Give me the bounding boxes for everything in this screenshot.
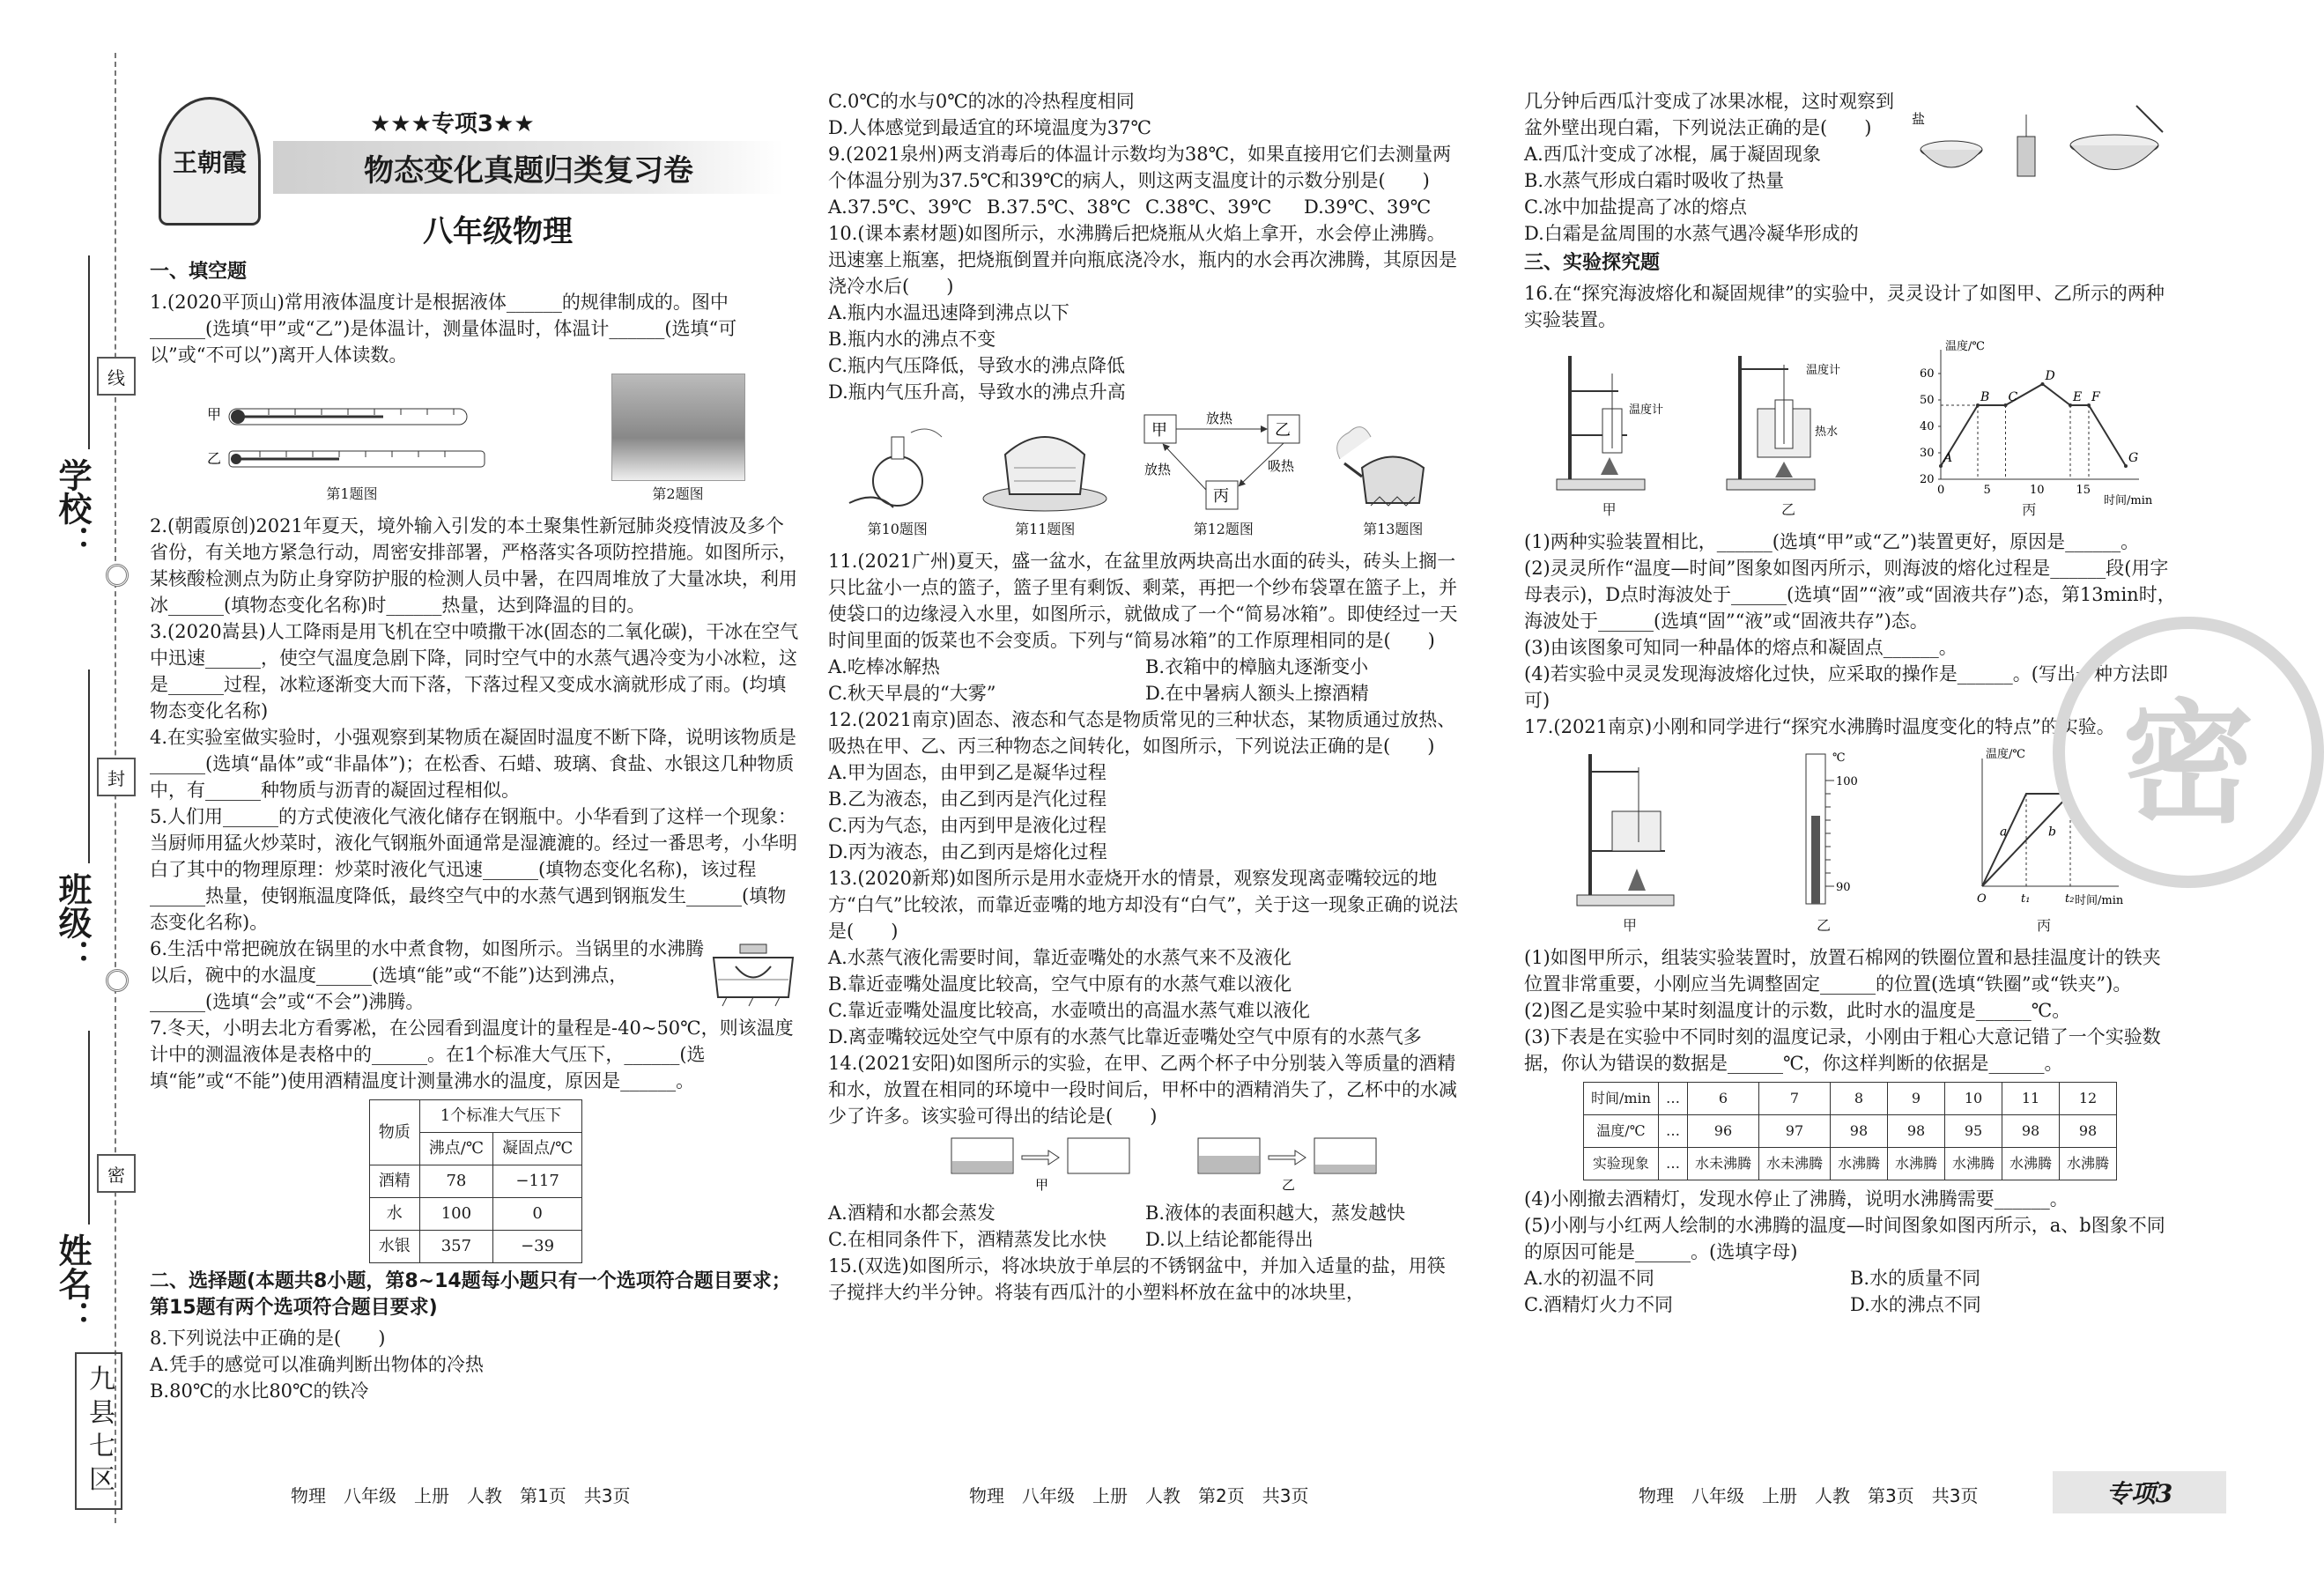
x-tick-label: O bbox=[1977, 892, 1987, 906]
option: A.37.5℃、39℃ bbox=[828, 196, 973, 218]
table-cell: 95 bbox=[1945, 1115, 2002, 1148]
name-blank[interactable] bbox=[88, 1031, 90, 1225]
option: B.靠近壶嘴处温度比较高，空气中原有的水蒸气难以液化 bbox=[828, 973, 1292, 995]
binding-margin bbox=[0, 0, 141, 1576]
question-16-1: (1)两种实验装置相比，______(选填“甲”或“乙”)装置更好，原因是______。 bbox=[1524, 531, 2140, 552]
y-tick-label: 50 bbox=[1920, 394, 1935, 407]
x-tick-label: 5 bbox=[1983, 484, 1992, 497]
table-row bbox=[1583, 1083, 2116, 1115]
option: C.38℃、39℃ bbox=[1145, 196, 1272, 218]
brand-logo bbox=[159, 97, 261, 226]
figure-1-caption: 第1题图 bbox=[326, 485, 378, 502]
label-absorb-heat: 吸热 bbox=[1267, 458, 1294, 474]
figure-10-caption: 第10题图 bbox=[867, 521, 928, 537]
thermometer-scale-svg bbox=[1780, 745, 1868, 913]
table-cell: 水银 bbox=[369, 1231, 419, 1263]
table-cell: −39 bbox=[493, 1231, 582, 1263]
point-label: B bbox=[1980, 390, 1990, 404]
question-15-cont-wrap bbox=[1524, 88, 2176, 247]
point-label: A bbox=[1943, 451, 1953, 465]
figure-16a-caption: 甲 bbox=[1602, 501, 1617, 518]
x-axis-label: 时间/min bbox=[2104, 494, 2153, 507]
question-7: 7.冬天，小明去北方看雾凇，在公园看到温度计的量程是-40~50℃，则该温度计中的测温液体是表格中的______。在1个标准大气压下，______(选填“能”或“不能”)使用酒精温度计测量沸水的温度，原因是______。 bbox=[150, 1017, 794, 1091]
option: B.衣箱中的樟脑丸逐渐变小 bbox=[1145, 656, 1369, 677]
table-cell: 0 bbox=[493, 1198, 582, 1231]
series-line bbox=[1982, 794, 2070, 886]
table-cell: 水沸腾 bbox=[2060, 1148, 2117, 1180]
thermometer-label-b: 温度计 bbox=[1805, 364, 1840, 377]
hot-water-label: 热水 bbox=[1814, 425, 1838, 439]
question-14: 14.(2021安阳)如图所示的实验，在甲、乙两个杯子中分别装入等质量的酒精和水，放置在相同的环境中一段时间后，甲杯中的酒精消失了，乙杯中的水减少了许多。该实验可得出的结论是( ) bbox=[828, 1053, 1457, 1127]
table-row bbox=[369, 1198, 581, 1231]
point-label: G bbox=[2128, 451, 2139, 465]
label-release-heat: 放热 bbox=[1205, 411, 1232, 426]
question-17-2: (2)图乙是实验中某时刻温度计的示数，此时水的温度是______℃。 bbox=[1524, 1000, 2071, 1021]
figure-17a-caption: 甲 bbox=[1622, 917, 1637, 934]
state-a: 甲 bbox=[1151, 421, 1167, 440]
question-16-2: (2)灵灵所作“温度—时间”图象如图丙所示，则海波的熔化过程是______段(用字母表示)，D点时海波处于______(选填“固”“液”或“固液共存”)态，第13min时，海波处于______(选填“固”“液”或“固液共存”)态。 bbox=[1524, 558, 2176, 632]
table-cell: … bbox=[1658, 1083, 1687, 1115]
name-label: 姓名： bbox=[53, 1233, 92, 1334]
question-16: 16.在“探究海波熔化和凝固规律”的实验中，灵灵设计了如图甲、乙所示的两种实验装置。 bbox=[1524, 283, 2165, 330]
table-cell: 98 bbox=[2002, 1115, 2060, 1148]
x-tick-label: t₂ bbox=[2065, 892, 2075, 906]
option: A.酒精和水都会蒸发 bbox=[828, 1202, 995, 1224]
photo-figure bbox=[611, 374, 745, 507]
table-cell: 8 bbox=[1830, 1083, 1887, 1115]
option: A.水的初温不同 bbox=[1524, 1268, 1654, 1289]
table-cell: 时间/min bbox=[1583, 1083, 1658, 1115]
pot-bowl-figure bbox=[705, 936, 802, 1015]
table-cell: 98 bbox=[2060, 1115, 2117, 1148]
y-axis-label: 温度/℃ bbox=[1986, 748, 2025, 761]
table-row bbox=[1583, 1115, 2116, 1148]
footer-page-1: 物理 八年级 上册 人教 第1页 共3页 bbox=[291, 1485, 631, 1506]
series-label-b: b bbox=[2048, 825, 2056, 840]
point-label: E bbox=[2073, 390, 2083, 404]
option-8d: D.人体感觉到最适宜的环境温度为37℃ bbox=[828, 117, 1151, 138]
seal-line-mark: 线 bbox=[97, 357, 136, 396]
option-8b: B.80℃的水比80℃的铁冷 bbox=[150, 1380, 369, 1402]
question-16-4: (4)若实验中灵灵发现海波熔化过快，应采取的操作是______。(写出一种方法即可) bbox=[1524, 663, 2168, 711]
table-cell: 98 bbox=[1887, 1115, 1944, 1148]
point-label: D bbox=[2045, 369, 2056, 383]
table-cell: … bbox=[1658, 1148, 1687, 1180]
figure-11-caption: 第11题图 bbox=[1015, 521, 1076, 537]
boiling-record-table bbox=[1583, 1082, 2117, 1180]
setup-a-svg bbox=[1548, 338, 1671, 497]
salt-label: 盐 bbox=[1912, 111, 1926, 127]
table-row bbox=[369, 1165, 581, 1198]
binding-hole bbox=[106, 564, 129, 587]
section-tag: ★★★专项3★★ bbox=[370, 111, 535, 137]
thermometer-b-label: 乙 bbox=[206, 450, 221, 467]
state-b: 乙 bbox=[1274, 421, 1291, 440]
table-cell: 12 bbox=[2060, 1083, 2117, 1115]
footer-page-3: 物理 八年级 上册 人教 第3页 共3页 bbox=[1639, 1485, 1979, 1506]
figure-17c-caption: 丙 bbox=[2036, 917, 2051, 934]
melting-chart-figure bbox=[1906, 338, 2152, 523]
figure-16c-caption: 丙 bbox=[2022, 501, 2037, 518]
binding-hole bbox=[106, 969, 129, 992]
column-1 bbox=[150, 255, 802, 1404]
boiling-freezing-table bbox=[369, 1099, 582, 1263]
question-15-continued: 几分钟后西瓜汁变成了冰果冰棍，这时观察到盆外壁出现白霜，下列说法正确的是( ) bbox=[1524, 91, 1894, 138]
option: B.乙为液态，由乙到丙是汽化过程 bbox=[828, 788, 1107, 810]
thermometer-figure bbox=[207, 393, 498, 507]
table-cell: 78 bbox=[419, 1165, 492, 1198]
thermometers-svg bbox=[207, 393, 498, 481]
thermometer-label-a: 温度计 bbox=[1628, 403, 1663, 417]
table-col-freezing: 凝固点/℃ bbox=[493, 1133, 582, 1165]
option: C.冰中加盐提高了冰的熔点 bbox=[1524, 196, 1747, 218]
state-cycle-figure bbox=[1136, 411, 1312, 543]
section-experiment-heading: 三、实验探究题 bbox=[1524, 252, 1661, 274]
option: C.丙为气态，由丙到甲是液化过程 bbox=[828, 815, 1106, 836]
table-cell: 水沸腾 bbox=[2002, 1148, 2060, 1180]
table-col-boiling: 沸点/℃ bbox=[419, 1133, 492, 1165]
school-blank[interactable] bbox=[88, 255, 90, 449]
label-release-heat-2: 放热 bbox=[1143, 462, 1171, 477]
table-cell: 水未沸腾 bbox=[1687, 1148, 1758, 1180]
table-header: 1个标准大气压下 bbox=[419, 1100, 581, 1133]
table-cell: 11 bbox=[2002, 1083, 2060, 1115]
table-cell: 98 bbox=[1830, 1115, 1887, 1148]
y-tick-label: 60 bbox=[1920, 367, 1935, 381]
column-2 bbox=[828, 88, 1462, 1306]
table-cell: 实验现象 bbox=[1583, 1148, 1658, 1180]
y-tick-label: 40 bbox=[1920, 420, 1935, 433]
table-row bbox=[1583, 1148, 2116, 1180]
logo-text: 王朝霞 bbox=[172, 148, 247, 177]
table-cell: 10 bbox=[1945, 1083, 2002, 1115]
table-cell: 97 bbox=[1758, 1115, 1830, 1148]
figure-12-caption: 第12题图 bbox=[1193, 521, 1254, 537]
y-tick-label: 30 bbox=[1920, 447, 1935, 460]
footer-page-2: 物理 八年级 上册 人教 第2页 共3页 bbox=[969, 1485, 1309, 1506]
state-c: 丙 bbox=[1212, 487, 1229, 506]
figure-row-1 bbox=[150, 374, 802, 507]
option: A.吃棒冰解热 bbox=[828, 656, 940, 677]
option: D.在中暑病人额头上擦酒精 bbox=[1145, 683, 1369, 704]
section-choice-heading: 二、选择题(本题共8小题，第8~14题每小题只有一个选项符合题目要求；第15题有两个选项符合题目要求) bbox=[150, 1270, 791, 1319]
section-badge: 专项3 bbox=[2053, 1471, 2226, 1513]
melting-curve-chart bbox=[1906, 338, 2153, 507]
question-17-5: (5)小刚与小红两人绘制的水沸腾的温度—时间图象如图丙所示，a、b图象不同的原因可能是______。(选填字母) bbox=[1524, 1215, 2165, 1262]
table-col-substance: 物质 bbox=[369, 1100, 419, 1165]
option: B.液体的表面积越大，蒸发越快 bbox=[1145, 1202, 1406, 1224]
figure-17b-caption: 乙 bbox=[1816, 917, 1831, 934]
basket-figure bbox=[979, 419, 1111, 543]
x-tick-label: t₁ bbox=[2021, 892, 2031, 906]
table-cell: 酒精 bbox=[369, 1165, 419, 1198]
question-16-3: (3)由该图象可知同一种晶体的熔点和凝固点______。 bbox=[1524, 637, 1958, 658]
option: A.西瓜汁变成了冰棍，属于凝固现象 bbox=[1524, 144, 1821, 165]
option: D.丙为液态，由乙到丙是熔化过程 bbox=[828, 841, 1107, 862]
question-14-options bbox=[828, 1200, 1462, 1253]
y-axis-label: 温度/℃ bbox=[1945, 340, 1986, 353]
question-3: 3.(2020嵩县)人工降雨是用飞机在空中喷撒干冰(固态的二氧化碳)，干冰在空气中迅速______，使空气温度急剧下降，同时空气中的水蒸气遇冷变为小冰粒，这是______过程，冰粒逐渐变大而下落，下落过程又变成水滴就形成了雨。(均填物态变化名称) bbox=[150, 621, 799, 721]
class-label: 班级： bbox=[53, 872, 92, 973]
boiling-setup-svg bbox=[1568, 745, 1691, 913]
question-17-1: (1)如图甲所示，组装实验装置时，放置石棉网的铁圈位置和悬挂温度计的铁夹位置非常重要，小刚应当先调整固定______的位置(选填“铁圈”或“铁夹”)。 bbox=[1524, 947, 2161, 995]
option: A.水蒸气液化需要时间，靠近壶嘴处的水蒸气来不及液化 bbox=[828, 947, 1292, 968]
data-point bbox=[2124, 464, 2128, 468]
table-cell: 357 bbox=[419, 1231, 492, 1263]
exam-title: 物态变化真题归类复习卷 bbox=[273, 141, 784, 194]
option: C.瓶内气压降低，导致水的沸点降低 bbox=[828, 355, 1125, 376]
question-5: 5.人们用______的方式使液化气液化储存在钢瓶中。小华看到了这样一个现象：当厨师用猛火炒菜时，液化气钢瓶外面通常是湿漉漉的。经过一番思考，小华明白了其中的物理原理：炒菜时液化气迅速______(填物态变化名称)，该过程______热量，使钢瓶温度降低，最终空气中的水蒸气遇到钢瓶发生______(填物态变化名称)。 bbox=[150, 806, 797, 933]
table-cell: … bbox=[1658, 1115, 1687, 1148]
option: A.甲为固态，由甲到乙是凝华过程 bbox=[828, 762, 1106, 783]
kettle-figure bbox=[1336, 419, 1450, 543]
setup-a-figure bbox=[1548, 338, 1671, 523]
option: D.水的沸点不同 bbox=[1850, 1294, 1981, 1315]
ice-salt-figure bbox=[1912, 88, 2176, 194]
flask-svg bbox=[840, 419, 955, 516]
figure-13-caption: 第13题图 bbox=[1363, 521, 1424, 537]
option: B.水的质量不同 bbox=[1850, 1268, 1981, 1289]
exam-subtitle: 八年级物理 bbox=[423, 214, 573, 249]
state-cycle-svg bbox=[1136, 411, 1312, 516]
cup-a-label: 甲 bbox=[1035, 1177, 1049, 1193]
option: B.37.5℃、38℃ bbox=[987, 196, 1131, 218]
question-4: 4.在实验室做实验时，小强观察到某物质在凝固时温度不断下降，说明该物质是______(选填“晶体”或“非晶体”)；在松香、石蜡、玻璃、食盐、水银这几种物质中，有______种物质与沥青的凝固过程相似。 bbox=[150, 727, 797, 801]
x-tick-label: 15 bbox=[2076, 484, 2091, 497]
thermometer-unit: ℃ bbox=[1832, 751, 1846, 765]
cups-figure bbox=[828, 1129, 1462, 1193]
option: D.39℃、39℃ bbox=[1304, 196, 1432, 218]
class-blank[interactable] bbox=[88, 670, 90, 863]
cup-b-label: 乙 bbox=[1282, 1177, 1296, 1193]
table-row bbox=[369, 1231, 581, 1263]
question-6: 6.生活中常把碗放在锅里的水中煮食物，如图所示。当锅里的水沸腾以后，碗中的水温度______(选填“能”或“不能”)达到沸点，______(选填“会”或“不会”)沸腾。 bbox=[150, 938, 705, 1012]
option-8c: C.0℃的水与0℃的冰的冷热程度相同 bbox=[828, 91, 1135, 112]
thermometer-scale-top: 100 bbox=[1836, 775, 1858, 788]
thermometer-reading-figure bbox=[1780, 745, 1868, 939]
table-cell: 96 bbox=[1687, 1115, 1758, 1148]
y-tick-label: 20 bbox=[1920, 473, 1935, 486]
figure-16b-caption: 乙 bbox=[1780, 501, 1795, 518]
question-15-text bbox=[1524, 88, 1912, 247]
table-cell: 水沸腾 bbox=[1887, 1148, 1944, 1180]
option: C.酒精灯火力不同 bbox=[1524, 1294, 1673, 1315]
data-point bbox=[2041, 382, 2045, 386]
x-tick-label: 0 bbox=[1937, 484, 1945, 497]
point-label: F bbox=[2091, 390, 2101, 404]
basket-svg bbox=[979, 419, 1111, 516]
region-label: 九县七区 bbox=[75, 1352, 122, 1510]
question-17-options bbox=[1524, 1265, 2176, 1318]
question-6-wrap bbox=[150, 936, 802, 1015]
table-cell: 水未沸腾 bbox=[1758, 1148, 1830, 1180]
option: D.以上结论都能得出 bbox=[1145, 1229, 1314, 1250]
question-11: 11.(2021广州)夏天，盛一盆水，在盆里放两块高出水面的砖头，砖头上搁一只比盆小一点的篮子，篮子里有剩饭、剩菜，再把一个纱布袋罩在篮子上，并使袋口的边缘浸入水里，如图所示，就做成了一个“简易冰箱”。即使经过一天时间里面的饭菜也不会变质。下列与“简易冰箱”的工作原理相同的是( ) bbox=[828, 551, 1458, 651]
question-9: 9.(2021泉州)两支消毒后的体温计示数均为38℃，如果直接用它们去测量两个体温分别为37.5℃和39℃的病人，则这两支温度计的示数分别是( ) bbox=[828, 144, 1452, 191]
option: A.瓶内水温迅速降到沸点以下 bbox=[828, 302, 1069, 323]
question-15: 15.(双选)如图所示，将冰块放于单层的不锈钢盆中，并加入适量的盐，用筷子搅拌大约半分钟。将装有西瓜汁的小塑料杯放在盆中的冰块里， bbox=[828, 1255, 1446, 1303]
question-17-3: (3)下表是在实验中不同时刻的温度记录，小刚由于粗心大意记错了一个实验数据，你认为错误的数据是______℃，你这样判断的依据是______。 bbox=[1524, 1026, 2161, 1074]
question-11-options bbox=[828, 654, 1462, 707]
kettle-svg bbox=[1336, 419, 1450, 516]
option: C.靠近壶嘴处温度比较高，水壶喷出的高温水蒸气难以液化 bbox=[828, 1000, 1310, 1021]
option: C.秋天早晨的“大雾” bbox=[828, 683, 996, 704]
table-cell: −117 bbox=[493, 1165, 582, 1198]
thermometer-a-label: 甲 bbox=[206, 406, 221, 423]
table-cell: 9 bbox=[1887, 1083, 1944, 1115]
exam-header bbox=[159, 88, 793, 255]
seal-secret-mark: 密 bbox=[97, 1154, 136, 1193]
seal-seal-mark: 封 bbox=[97, 758, 136, 796]
figure-row-16 bbox=[1524, 338, 2176, 523]
table-cell: 水沸腾 bbox=[1945, 1148, 2002, 1180]
question-17: 17.(2021南京)小刚和同学进行“探究水沸腾时温度变化的特点”的实验。 bbox=[1524, 716, 2115, 737]
boiling-setup-figure bbox=[1568, 745, 1691, 939]
table-cell: 6 bbox=[1687, 1083, 1758, 1115]
ice-blocks-photo bbox=[611, 374, 745, 481]
question-17-4: (4)小刚撤去酒精灯，发现水停止了沸腾，说明水沸腾需要______。 bbox=[1524, 1188, 2069, 1210]
question-13: 13.(2020新郑)如图所示是用水壶烧开水的情景，观察发现离壶嘴较远的地方“白气”比较浓，而靠近壶嘴的地方却没有“白气”，关于这一现象正确的说法是( ) bbox=[828, 868, 1458, 942]
question-9-options bbox=[828, 194, 1462, 220]
option: D.离壶嘴较远处空气中原有的水蒸气比靠近壶嘴处空气中原有的水蒸气多 bbox=[828, 1026, 1422, 1047]
school-label: 学校： bbox=[53, 458, 92, 559]
option: B.水蒸气形成白霜时吸收了热量 bbox=[1524, 170, 1785, 191]
flask-figure bbox=[840, 419, 955, 543]
x-axis-label: 时间/min bbox=[2075, 894, 2124, 907]
option-8a: A.凭手的感觉可以准确判断出物体的冷热 bbox=[150, 1354, 484, 1375]
figure-2-caption: 第2题图 bbox=[652, 485, 704, 502]
question-8: 8.下列说法中正确的是( ) bbox=[150, 1328, 386, 1349]
question-2: 2.(朝霞原创)2021年夏天，境外输入引发的本土聚集性新冠肺炎疫情波及多个省份，有关地方紧急行动，周密安排部署，严格落实各项防控措施。如图所示，某核酸检测点为防止身穿防护服的检测人员中暑，在四周堆放了大量冰块，利用冰______(填物态变化名称)时______热量，达到降温的目的。 bbox=[150, 515, 797, 616]
figure-row-10-13 bbox=[828, 411, 1462, 543]
section-fill-heading: 一、填空题 bbox=[150, 261, 248, 283]
confidential-watermark: 密 bbox=[2053, 617, 2324, 888]
x-tick-label: 10 bbox=[2030, 484, 2045, 497]
setup-b-svg bbox=[1718, 338, 1859, 497]
data-point bbox=[1939, 464, 1943, 468]
option: D.瓶内气压升高，导致水的沸点升高 bbox=[828, 381, 1126, 403]
option: B.瓶内水的沸点不变 bbox=[828, 329, 996, 350]
table-cell: 温度/℃ bbox=[1583, 1115, 1658, 1148]
question-10: 10.(课本素材题)如图所示，水沸腾后把烧瓶从火焰上拿开，水会停止沸腾。迅速塞上瓶塞，把烧瓶倒置并向瓶底浇冷水，瓶内的水会再次沸腾，其原因是浇冷水后( ) bbox=[828, 223, 1457, 297]
series-label-a: a bbox=[2000, 825, 2008, 840]
question-1: 1.(2020平顶山)常用液体温度计是根据液体______的规律制成的。图中______(选填“甲”或“乙”)是体温计，测量体温时，体温计______(选填“可以”或“不可以”)离开人体读数。 bbox=[150, 292, 737, 366]
table-cell: 水 bbox=[369, 1198, 419, 1231]
option: D.白霜是盆周围的水蒸气遇冷凝华形成的 bbox=[1524, 223, 1859, 244]
table-cell: 水沸腾 bbox=[1830, 1148, 1887, 1180]
table-cell: 100 bbox=[419, 1198, 492, 1231]
setup-b-figure bbox=[1718, 338, 1859, 523]
table-cell: 7 bbox=[1758, 1083, 1830, 1115]
thermometer-scale-bottom: 90 bbox=[1836, 881, 1851, 894]
point-label: C bbox=[2008, 390, 2018, 404]
option: C.在相同条件下，酒精蒸发比水快 bbox=[828, 1229, 1106, 1250]
question-12: 12.(2021南京)固态、液态和气态是物质常见的三种状态，某物质通过放热、吸热在甲、乙、丙三种物态之间转化，如图所示，下列说法正确的是( ) bbox=[828, 709, 1456, 757]
